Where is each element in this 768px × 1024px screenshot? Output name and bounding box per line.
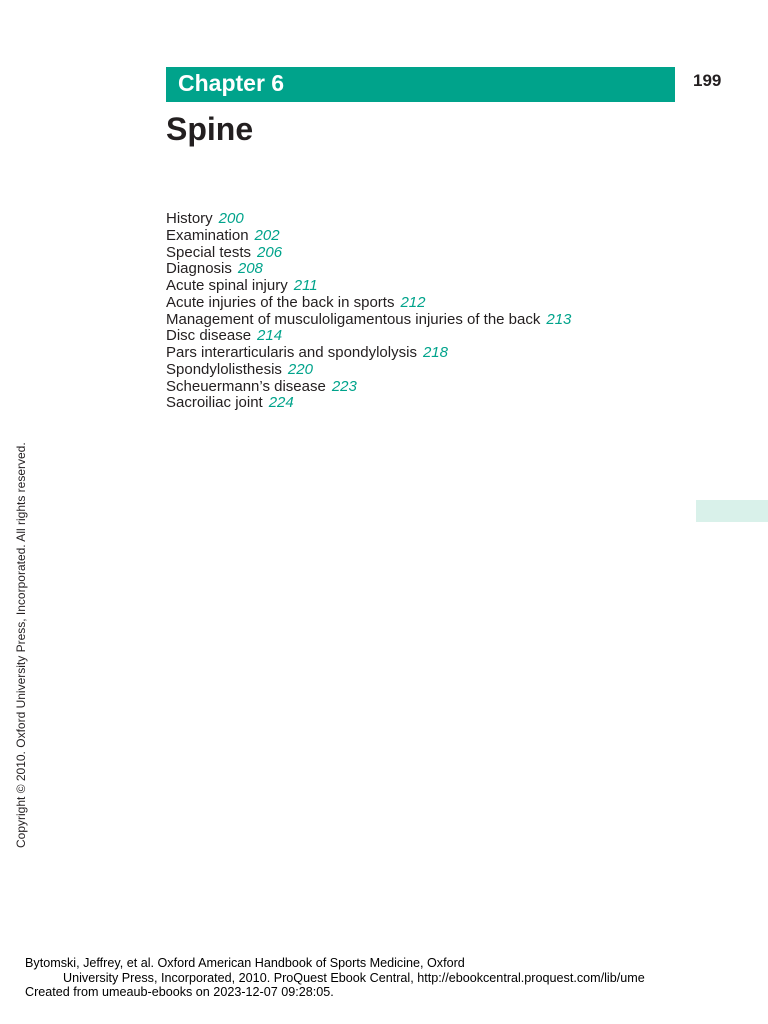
toc-item-label: Diagnosis [166, 260, 232, 278]
toc-item-page[interactable]: 214 [257, 327, 283, 345]
toc-item-acute-injuries-back-sports[interactable] [166, 295, 571, 312]
citation-line: Created from umeaub-ebooks on 2023-12-07 09:28:05. [25, 985, 334, 999]
toc-item-spondylolisthesis[interactable] [166, 362, 571, 379]
toc-item-page[interactable]: 212 [400, 293, 426, 311]
toc-item-page[interactable]: 220 [287, 360, 313, 378]
toc-item-diagnosis[interactable] [166, 261, 571, 278]
toc-item-page[interactable]: 206 [257, 243, 283, 261]
toc-item-special-tests[interactable] [166, 245, 571, 262]
toc-item-label: Acute injuries of the back in sports [166, 293, 395, 311]
toc-item-label: Examination [166, 226, 249, 244]
toc-item-acute-spinal-injury[interactable] [166, 278, 571, 295]
copyright-notice: Copyright © 2010. Oxford University Press, Incorporated. All rights reserved. [14, 442, 28, 848]
chapter-header-bar [166, 67, 675, 102]
toc-item-page[interactable]: 202 [254, 226, 280, 244]
toc-item-pars-interarticularis[interactable] [166, 345, 571, 362]
toc-item-page[interactable]: 223 [331, 377, 357, 395]
toc-item-page[interactable]: 218 [422, 344, 448, 361]
toc-item-examination[interactable] [166, 228, 571, 245]
page-number: 199 [693, 71, 722, 90]
toc-item-page[interactable]: 211 [293, 277, 318, 294]
toc-item-page[interactable]: 200 [218, 210, 244, 227]
toc-item-scheuermanns-disease[interactable] [166, 379, 571, 396]
toc-item-page[interactable]: 224 [268, 394, 294, 412]
toc-item-label: History [166, 210, 213, 227]
table-of-contents [166, 211, 571, 412]
chapter-label: Chapter 6 [178, 70, 285, 96]
toc-item-page[interactable]: 208 [237, 260, 263, 278]
citation-line: Bytomski, Jeffrey, et al. Oxford American Handbook of Sports Medicine, Oxford [25, 956, 465, 970]
chapter-thumb-tab [696, 500, 768, 522]
toc-item-disc-disease[interactable] [166, 328, 571, 345]
toc-item-label: Pars interarticularis and spondylolysis [166, 344, 417, 361]
toc-item-management-musculoligamentous[interactable] [166, 312, 571, 329]
toc-item-label: Scheuermann’s disease [166, 377, 326, 395]
citation-footer [25, 956, 768, 1000]
toc-item-label: Spondylolisthesis [166, 360, 282, 378]
chapter-title: Spine [166, 111, 254, 147]
toc-item-label: Special tests [166, 243, 252, 261]
toc-item-sacroiliac-joint[interactable] [166, 395, 571, 412]
toc-item-label: Sacroiliac joint [166, 394, 263, 412]
toc-item-history[interactable] [166, 211, 571, 228]
toc-item-label: Acute spinal injury [166, 277, 288, 294]
toc-item-label: Management of musculoligamentous injuries of the back [166, 310, 541, 328]
toc-item-label: Disc disease [166, 327, 252, 345]
toc-item-page[interactable]: 213 [546, 310, 572, 328]
citation-line: University Press, Incorporated, 2010. ProQuest Ebook Central, http://ebookcentral.proquest.com/lib/ume [63, 970, 645, 985]
